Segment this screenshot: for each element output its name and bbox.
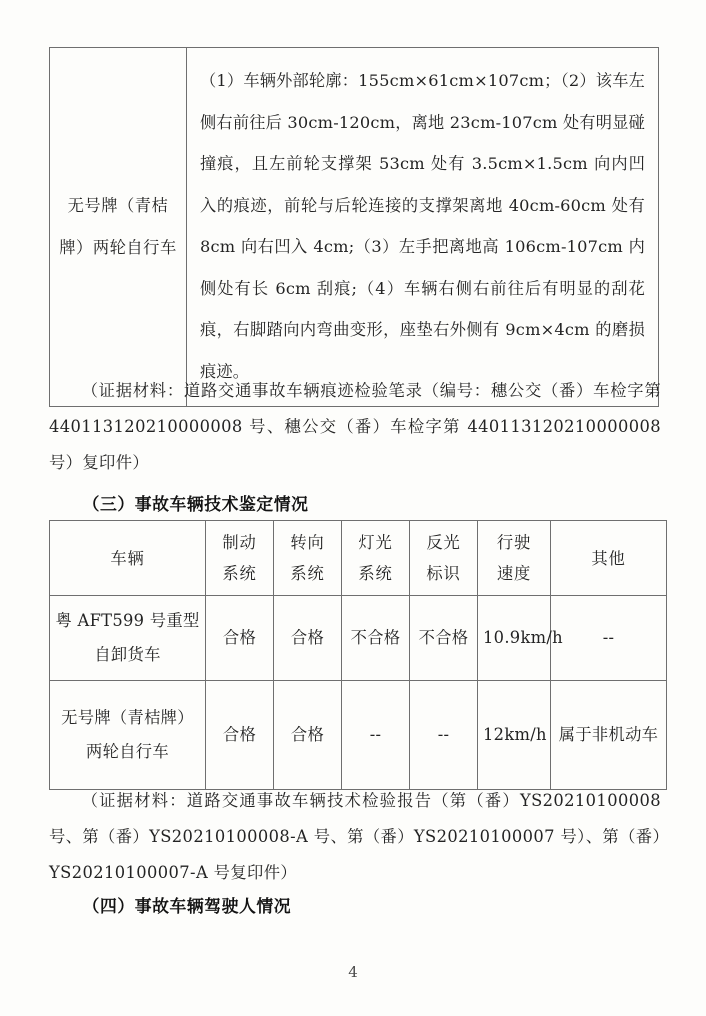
- cell-brake: 合格: [206, 681, 274, 790]
- table-header-row: [50, 521, 667, 596]
- header-other: 其他: [551, 521, 667, 596]
- heading-section-four: （四）事故车辆驾驶人情况: [82, 896, 292, 916]
- cell-other: 属于非机动车: [551, 681, 667, 790]
- trace-description: （1）车辆外部轮廓：155cm×61cm×107cm；（2）该车左侧右前往后 30cm-120cm，离地 23cm-107cm 处有明显碰撞痕，且左前轮支撑架 53cm 处有 3.5cm×1.5cm 向内凹入的痕迹，前轮与后轮连接的支撑架离地 40cm-60cm 处有 8cm 向右凹入 4cm;（3）左手把离地高 106cm-107cm 内侧处有长 6cm 刮痕;（4）车辆右侧右前往后有明显的刮花痕，右脚踏向内弯曲变形，座垫右外侧有 9cm×4cm 的磨损痕迹。: [187, 48, 659, 407]
- header-lighting-line1: 灯光: [358, 533, 393, 552]
- cell-steering: 合格: [274, 596, 342, 681]
- header-travel-speed: [478, 521, 551, 596]
- technical-appraisal-table: [49, 520, 667, 790]
- cell-speed: 12km/h: [478, 681, 551, 790]
- header-vehicle: 车辆: [50, 521, 206, 596]
- cell-vehicle: 粤 AFT599 号重型自卸货车: [50, 596, 206, 681]
- cell-brake: 合格: [206, 596, 274, 681]
- header-reflective-marking: [410, 521, 478, 596]
- vehicle-trace-table: [49, 47, 659, 407]
- trace-vehicle-label: 无号牌（青桔牌）两轮自行车: [50, 48, 187, 407]
- page-number: 4: [348, 963, 358, 981]
- cell-lighting: 不合格: [342, 596, 410, 681]
- table-row: [50, 681, 667, 790]
- cell-reflective: --: [410, 681, 478, 790]
- header-lighting-system: [342, 521, 410, 596]
- header-brake-line2: 系统: [222, 564, 257, 583]
- cell-speed: 10.9km/h: [478, 596, 551, 681]
- header-steering-line1: 转向: [290, 533, 325, 552]
- table-row: [50, 596, 667, 681]
- header-steering-system: [274, 521, 342, 596]
- header-reflective-line1: 反光: [426, 533, 461, 552]
- cell-reflective: 不合格: [410, 596, 478, 681]
- table-row: [50, 48, 659, 407]
- header-lighting-line2: 系统: [358, 564, 393, 583]
- header-speed-line2: 速度: [496, 564, 532, 583]
- evidence-note-appraisal: （证据材料：道路交通事故车辆技术检验报告（第（番）YS20210100008 号、第（番）YS20210100008-A 号、第（番）YS20210100007 号）、第（番）YS20210100007-A 号复印件）: [49, 791, 661, 882]
- header-brake-line1: 制动: [222, 533, 257, 552]
- evidence-note-traces: （证据材料：道路交通事故车辆痕迹检验笔录（编号：穗公交（番）车检字第 440113120210000008 号、穗公交（番）车检字第 440113120210000008 号）复印件）: [49, 381, 661, 472]
- cell-other: --: [551, 596, 667, 681]
- header-steering-line2: 系统: [290, 564, 325, 583]
- header-brake-system: [206, 521, 274, 596]
- header-reflective-line2: 标识: [426, 564, 461, 583]
- cell-lighting: --: [342, 681, 410, 790]
- heading-section-three: （三）事故车辆技术鉴定情况: [82, 494, 309, 514]
- header-speed-line1: 行驶: [496, 533, 532, 552]
- cell-vehicle: 无号牌（青桔牌）两轮自行车: [50, 681, 206, 790]
- cell-steering: 合格: [274, 681, 342, 790]
